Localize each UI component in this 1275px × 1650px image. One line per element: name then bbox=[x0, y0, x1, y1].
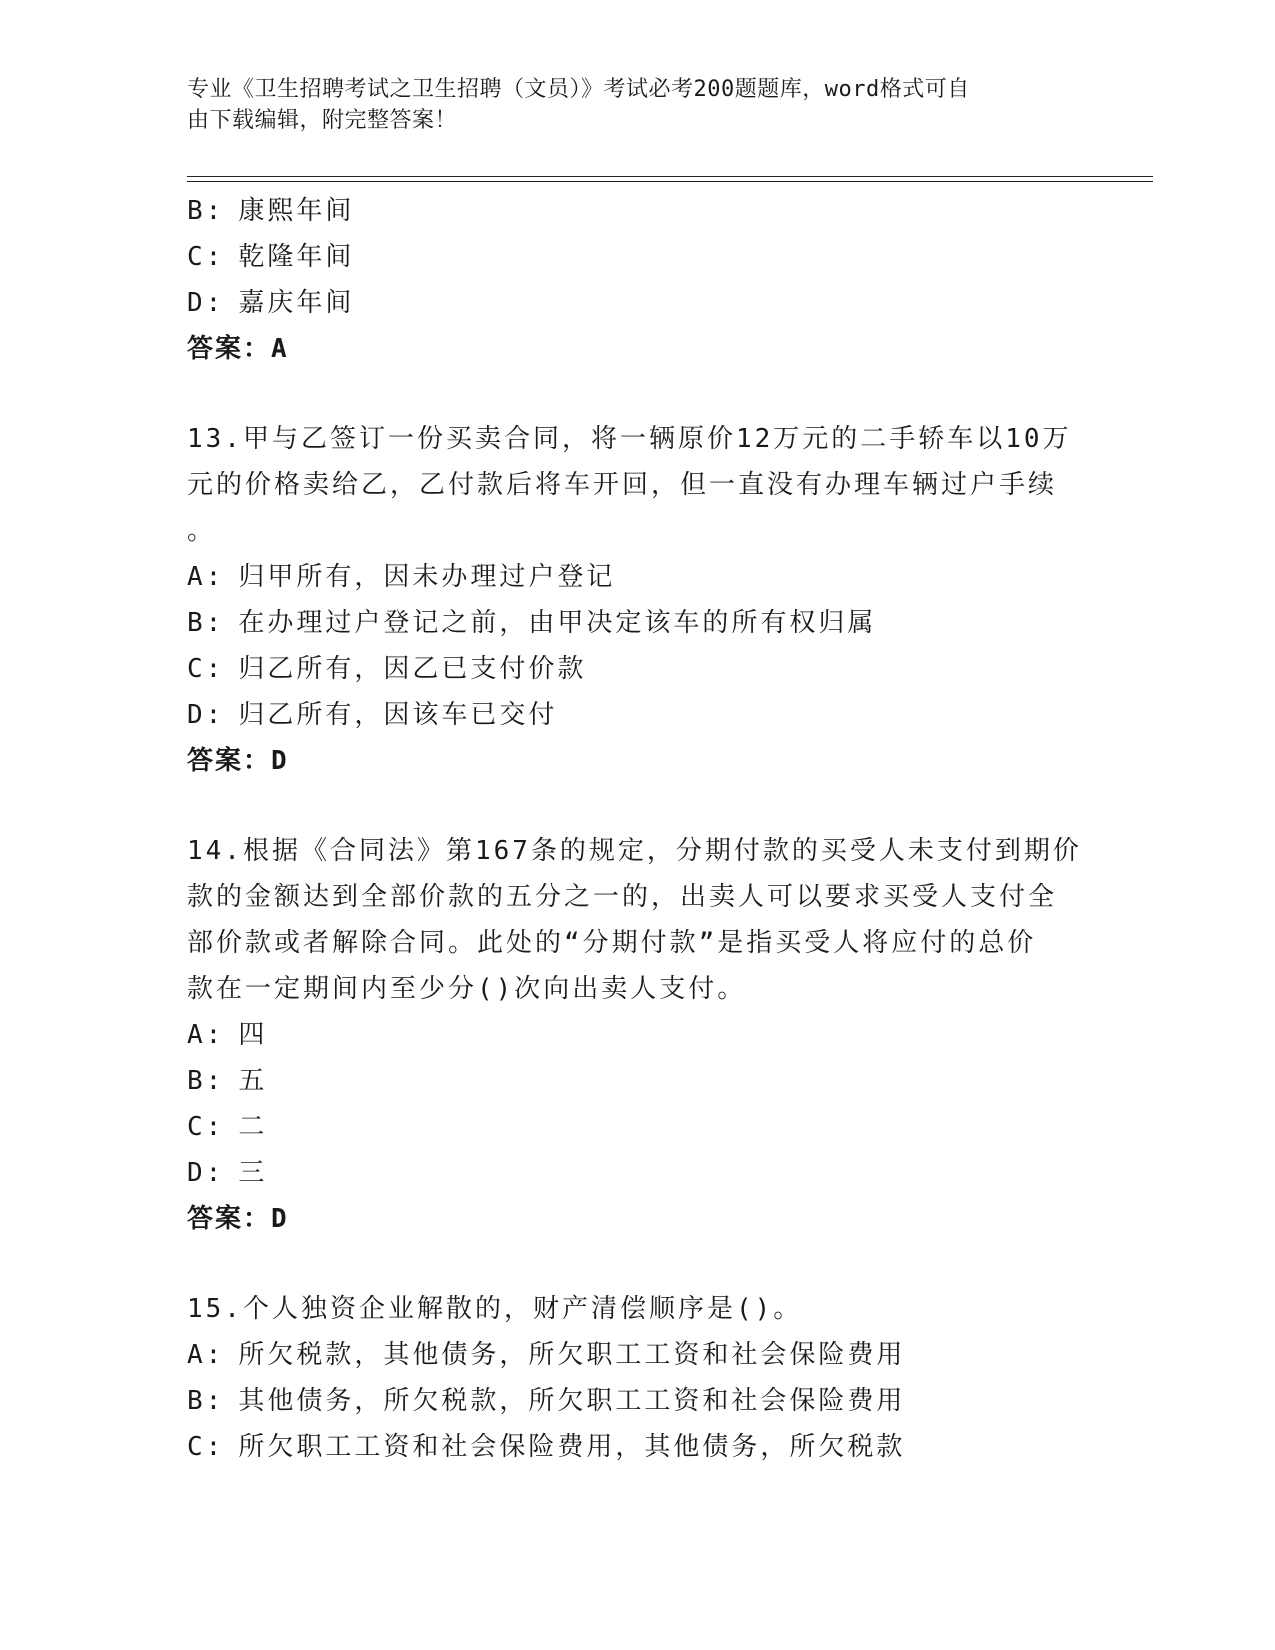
option-c bbox=[187, 234, 1087, 280]
question-content bbox=[187, 188, 1087, 1470]
option-b bbox=[187, 600, 1087, 646]
option-label: A: bbox=[187, 1340, 225, 1370]
stem-line: 13.甲与乙签订一份买卖合同，将一辆原价12万元的二手轿车以10万 bbox=[187, 424, 1072, 454]
option-label: C: bbox=[187, 1432, 225, 1462]
option-a bbox=[187, 554, 1087, 600]
option-c bbox=[187, 646, 1087, 692]
question-stem bbox=[187, 416, 1087, 554]
option-a bbox=[187, 1332, 1087, 1378]
spacer bbox=[187, 1242, 1087, 1286]
option-text: 归乙所有，因该车已交付 bbox=[238, 700, 558, 730]
option-label: C: bbox=[187, 1112, 225, 1142]
option-a bbox=[187, 1012, 1087, 1058]
question-14 bbox=[187, 828, 1087, 1242]
option-label: A: bbox=[187, 1020, 225, 1050]
option-text: 三 bbox=[238, 1158, 268, 1188]
answer: 答案：A bbox=[187, 334, 289, 364]
option-c bbox=[187, 1424, 1087, 1470]
option-b bbox=[187, 1058, 1087, 1104]
option-label: D: bbox=[187, 700, 225, 730]
header-divider-top bbox=[187, 176, 1153, 177]
option-c bbox=[187, 1104, 1087, 1150]
header-line-2: 由下载编辑，附完整答案！ bbox=[187, 108, 458, 133]
option-d bbox=[187, 280, 1087, 326]
option-label: B: bbox=[187, 196, 225, 226]
header-divider-bottom bbox=[187, 181, 1153, 182]
option-label: C: bbox=[187, 654, 225, 684]
option-text: 嘉庆年间 bbox=[238, 288, 355, 318]
spacer bbox=[187, 784, 1087, 828]
stem-line: 14.根据《合同法》第167条的规定，分期付款的买受人未支付到期价 bbox=[187, 836, 1082, 866]
option-label: D: bbox=[187, 1158, 225, 1188]
option-text: 四 bbox=[238, 1020, 268, 1050]
option-text: 归甲所有，因未办理过户登记 bbox=[238, 562, 616, 592]
option-label: D: bbox=[187, 288, 225, 318]
option-b bbox=[187, 188, 1087, 234]
stem-line: 元的价格卖给乙，乙付款后将车开回，但一直没有办理车辆过户手续 bbox=[187, 470, 1058, 500]
stem-line: 部价款或者解除合同。此处的“分期付款”是指买受人将应付的总价 bbox=[187, 928, 1037, 958]
answer: 答案：D bbox=[187, 1204, 289, 1234]
option-text: 在办理过户登记之前，由甲决定该车的所有权归属 bbox=[238, 608, 877, 638]
stem-line: 款在一定期间内至少分()次向出卖人支付。 bbox=[187, 974, 747, 1004]
stem-line: 款的金额达到全部价款的五分之一的，出卖人可以要求买受人支付全 bbox=[187, 882, 1058, 912]
answer: 答案：D bbox=[187, 746, 289, 776]
option-label: B: bbox=[187, 1386, 225, 1416]
stem-line: 15.个人独资企业解散的，财产清偿顺序是()。 bbox=[187, 1294, 803, 1324]
stem-line: 。 bbox=[187, 516, 217, 546]
question-13 bbox=[187, 416, 1087, 784]
option-text: 所欠职工工资和社会保险费用，其他债务，所欠税款 bbox=[238, 1432, 906, 1462]
option-b bbox=[187, 1378, 1087, 1424]
option-label: A: bbox=[187, 562, 225, 592]
option-text: 五 bbox=[238, 1066, 268, 1096]
question-stem bbox=[187, 1286, 1087, 1332]
question-stem bbox=[187, 828, 1087, 1012]
question-15 bbox=[187, 1286, 1087, 1470]
option-text: 二 bbox=[238, 1112, 268, 1142]
question-12-continuation bbox=[187, 188, 1087, 372]
option-d bbox=[187, 1150, 1087, 1196]
spacer bbox=[187, 372, 1087, 416]
option-text: 其他债务，所欠税款，所欠职工工资和社会保险费用 bbox=[238, 1386, 906, 1416]
option-text: 所欠税款，其他债务，所欠职工工资和社会保险费用 bbox=[238, 1340, 906, 1370]
option-label: B: bbox=[187, 1066, 225, 1096]
option-label: B: bbox=[187, 608, 225, 638]
option-text: 康熙年间 bbox=[238, 196, 355, 226]
option-d bbox=[187, 692, 1087, 738]
header-line-1: 专业《卫生招聘考试之卫生招聘（文员）》考试必考200题题库，word格式可自 bbox=[187, 77, 970, 102]
option-text: 乾隆年间 bbox=[238, 242, 355, 272]
document-header bbox=[187, 74, 1067, 136]
option-text: 归乙所有，因乙已支付价款 bbox=[238, 654, 587, 684]
option-label: C: bbox=[187, 242, 225, 272]
